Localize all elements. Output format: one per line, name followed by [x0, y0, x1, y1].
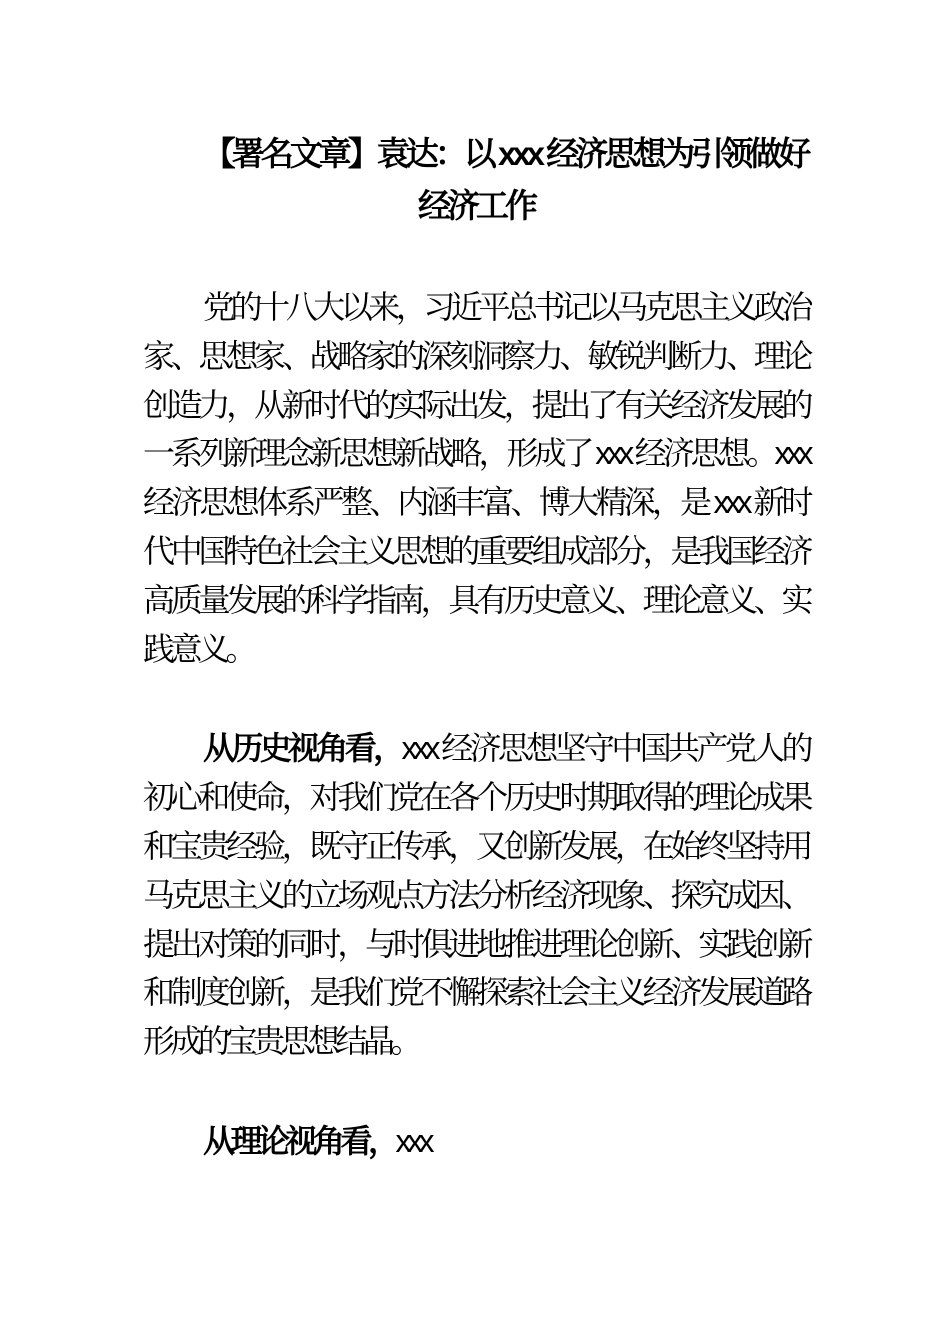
paragraph-text: xxx: [395, 1122, 431, 1159]
paragraph: [143, 724, 809, 1066]
document-content: [143, 0, 809, 1166]
paragraph-text: xxx 经济思想坚守中国共产党人的初心和使命，对我们党在各个历史时期取得的理论成果和宝贵经验，既守正传承，又创新发展，在始终坚持用马克思主义的立场观点方法分析经济现象、探究成因、提出对策的同时，与时俱进地推进理论创新、实践创新和制度创新，是我们党不懈探索社会主义经济发展道路形成的宝贵思想结晶。: [143, 730, 809, 1060]
paragraph: [143, 283, 809, 673]
paragraph-lead-bold: 从历史视角看，: [203, 730, 402, 767]
document-title: 【署名文章】袁达：以 xxx 经济思想为引领做好经济工作: [202, 135, 808, 224]
document-body: [143, 283, 809, 1166]
paragraph: [143, 1117, 809, 1166]
paragraph-lead-bold: 从理论视角看，: [203, 1122, 396, 1159]
paragraph-text: 党的十八大以来，习近平总书记以马克思主义政治家、思想家、战略家的深刻洞察力、敏锐判断力、理论创造力，从新时代的实际出发，提出了有关经济发展的一系列新理念新思想新战略，形成了 xxx 经济思想。xxx 经济思想体系严整、内涵丰富、博大精深，是 xxx 新时代中国特色社会主义思想的重要组成部分，是我国经济高质量发展的科学指南，具有历史意义、理论意义、实践意义。: [143, 289, 809, 667]
